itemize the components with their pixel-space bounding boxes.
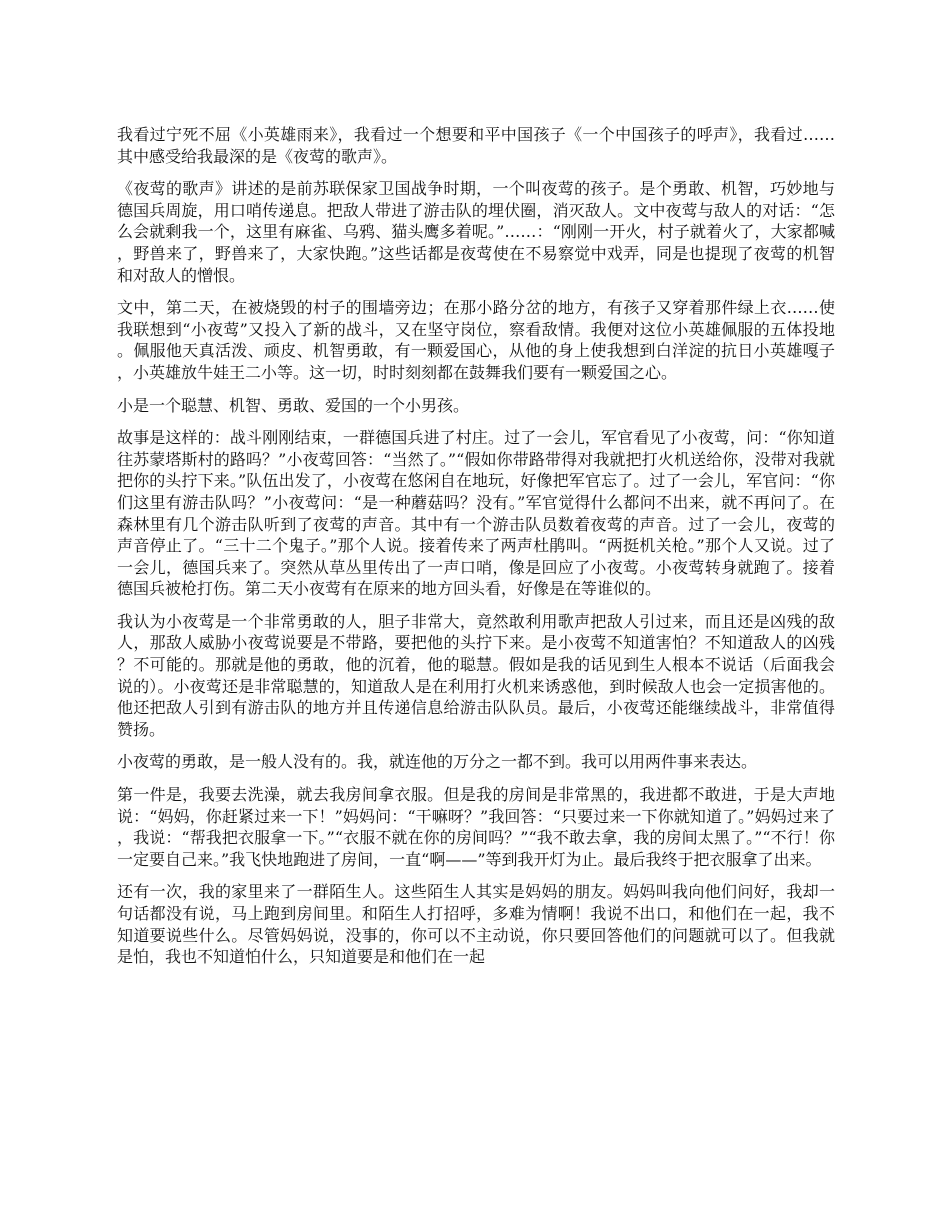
paragraph-story-summary: 《夜莺的歌声》讲述的是前苏联保家卫国战争时期，一个叫夜莺的孩子。是个勇敢、机智，巧妙地与德国兵周旋，用口哨传递息。把敌人带进了游击队的埋伏圈，消灭敌人。文中夜莺与敌人的对话：“怎么会就剩我一个，这里有麻雀、乌鸦、猫头鹰多着呢。”……：“刚刚一开火，村子就着火了，大家都喊，野兽来了，野兽来了，大家快跑。”这些话都是夜莺使在不易察觉中戏弄，同是也提现了夜莺的机智和对敌人的憎恨。	[117, 179, 835, 285]
paragraph-opinion: 我认为小夜莺是一个非常勇敢的人，胆子非常大，竟然敢利用歌声把敌人引过来，而且还是凶残的敌人，那敌人威胁小夜莺说要是不带路，要把他的头拧下来。是小夜莺不知道害怕？不知道敌人的凶残？不可能的。那就是他的勇敢，他的沉着，他的聪慧。假如是我的话见到生人根本不说话（后面我会说的）。小夜莺还是非常聪慧的，知道敌人是在利用打火机来诱惑他，到时候敌人也会一定损害他的。他还把敌人引到有游击队的地方并且传递信息给游击队队员。最后，小夜莺还能继续战斗，非常值得赞扬。	[117, 611, 835, 739]
document-body	[117, 124, 835, 979]
paragraph-second-day: 文中，第二天，在被烧毁的村子的围墙旁边；在那小路分岔的地方，有孩子又穿着那件绿上衣……使我联想到“小夜莺”又投入了新的战斗，又在坚守岗位，察看敌情。我便对这位小英雄佩服的五体投地。佩服他天真活泼、顽皮、机智勇敢，有一颗爱国心，从他的身上使我想到白洋淀的抗日小英雄嘎子，小英雄放牛娃王二小等。这一切，时时刻刻都在鼓舞我们要有一颗爱国之心。	[117, 298, 835, 382]
paragraph-story-retelling: 故事是这样的：战斗刚刚结束，一群德国兵进了村庄。过了一会儿，军官看见了小夜莺，问：“你知道往苏蒙塔斯村的路吗？”小夜莺回答：“当然了。”“假如你带路带得对我就把打火机送给你，没带对我就把你的头拧下来。”队伍出发了，小夜莺在悠闲自在地玩，好像把军官忘了。过了一会儿，军官问：“你们这里有游击队吗？”小夜莺问：“是一种蘑菇吗？没有。”军官觉得什么都问不出来，就不再问了。在森林里有几个游击队听到了夜莺的声音。其中有一个游击队员数着夜莺的声音。过了一会儿，夜莺的声音停止了。“三十二个鬼子。”那个人说。接着传来了两声杜鹃叫。“两挺机关枪。”那个人又说。过了一会儿，德国兵来了。突然从草丛里传出了一声口哨，像是回应了小夜莺。小夜莺转身就跑了。接着德国兵被枪打伤。第二天小夜莺有在原来的地方回头看，好像是在等谁似的。	[117, 428, 835, 599]
paragraph-character-traits: 小是一个聪慧、机智、勇敢、爱国的一个小男孩。	[117, 395, 470, 415]
paragraph-comparison: 小夜莺的勇敢，是一般人没有的。我，就连他的万分之一都不到。我可以用两件事来表达。	[117, 752, 758, 772]
paragraph-intro: 我看过宁死不屈《小英雄雨来》，我看过一个想要和平中国孩子《一个中国孩子的呼声》，我看过……其中感受给我最深的是《夜莺的歌声》。	[117, 125, 835, 166]
paragraph-second-example: 还有一次，我的家里来了一群陌生人。这些陌生人其实是妈妈的朋友。妈妈叫我向他们问好，我却一句话都没有说，马上跑到房间里。和陌生人打招呼，多难为情啊！我说不出口，和他们在一起，我不知道要说些什么。尽管妈妈说，没事的，你可以不主动说，你只要回答他们的问题就可以了。但我就是怕，我也不知道怕什么，只知道要是和他们在一起	[117, 882, 835, 967]
paragraph-first-example: 第一件是，我要去洗澡，就去我房间拿衣服。但是我的房间是非常黑的，我进都不敢进，于是大声地说：“妈妈，你赶紧过来一下！”妈妈问：“干嘛呀？”我回答：“只要过来一下你就知道了。”妈妈过来了，我说：“帮我把衣服拿一下。”“衣服不就在你的房间吗？”“我不敢去拿，我的房间太黑了。”“不行！你一定要自己来。”我飞快地跑进了房间，一直“啊——”等到我开灯为止。最后我终于把衣服拿了出来。	[117, 785, 835, 869]
